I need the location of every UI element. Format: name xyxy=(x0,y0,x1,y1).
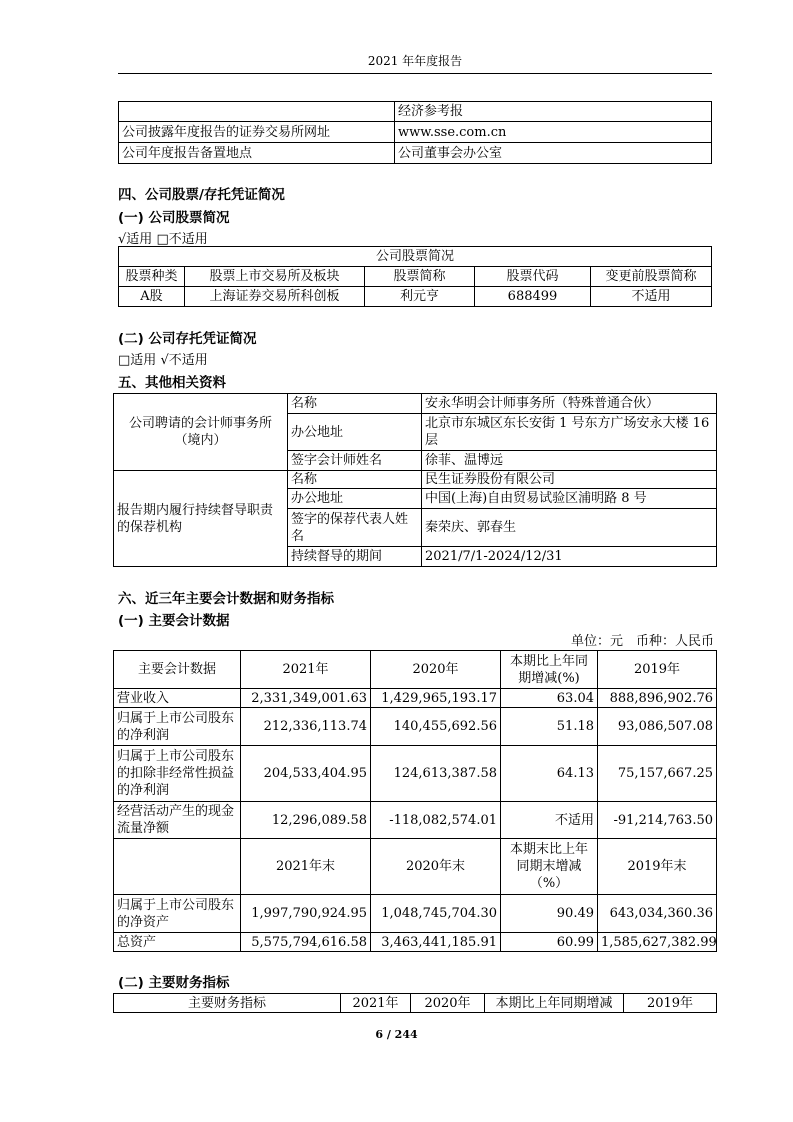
table-row xyxy=(119,143,712,164)
column-header: 变更前股票简称 xyxy=(591,267,712,287)
column-header: 主要财务指标 xyxy=(114,994,341,1013)
table-cell: 1,997,790,924.95 xyxy=(241,895,371,933)
table-row xyxy=(114,394,717,414)
table-row xyxy=(119,287,712,307)
table-cell xyxy=(119,102,395,122)
table-cell: 办公地址 xyxy=(288,489,422,509)
table-cell: 212,336,113.74 xyxy=(241,708,371,746)
table-cell: 北京市东城区东长安街 1 号东方广场安永大楼 16 层 xyxy=(422,414,717,451)
table-cell: 688499 xyxy=(475,287,591,307)
column-header: 2020年末 xyxy=(371,839,501,895)
table-row xyxy=(119,247,712,267)
section-4-title: 四、公司股票/存托凭证简况 xyxy=(118,187,285,203)
table-row xyxy=(114,708,717,746)
table-cell: www.sse.com.cn xyxy=(395,122,712,143)
column-header: 2021年末 xyxy=(241,839,371,895)
column-header: 2021年 xyxy=(341,994,411,1013)
table-cell: 90.49 xyxy=(501,895,598,933)
table-cell: 签字会计师姓名 xyxy=(288,451,422,471)
table-header-row xyxy=(119,267,712,287)
row-label: 经营活动产生的现金流量净额 xyxy=(114,802,241,839)
other-info-table xyxy=(113,393,717,567)
report-header: 2021 年年度报告 xyxy=(367,54,463,68)
company-info-table xyxy=(118,101,712,164)
section-5-title: 五、其他相关资料 xyxy=(118,375,226,391)
applicability-options-2 xyxy=(118,349,208,368)
page-number: 6 / 244 xyxy=(375,1028,418,1041)
not-applicable-label: 不适用 xyxy=(168,232,208,247)
table-cell: 204,533,404.95 xyxy=(241,746,371,802)
table-cell: 1,585,627,382.99 xyxy=(598,933,717,952)
column-header: 2021年 xyxy=(241,651,371,689)
table-cell: 上海证券交易所科创板 xyxy=(185,287,365,307)
not-applicable-label: 不适用 xyxy=(168,353,208,368)
table-cell: 徐菲、温博远 xyxy=(422,451,717,471)
table-header-row xyxy=(114,994,717,1013)
accountant-label-cell: 公司聘请的会计师事务所（境内） xyxy=(114,394,288,471)
table-row xyxy=(114,471,717,489)
checkbox-mark-icon: □ xyxy=(156,232,169,247)
table-cell: 124,613,387.58 xyxy=(371,746,501,802)
row-label: 归属于上市公司股东的扣除非经常性损益的净利润 xyxy=(114,746,241,802)
table-row xyxy=(119,122,712,143)
table-cell: 75,157,667.25 xyxy=(598,746,717,802)
applicable-label: 适用 xyxy=(130,353,157,368)
table-cell: 名称 xyxy=(288,471,422,489)
table-row xyxy=(114,933,717,952)
table-header-row xyxy=(114,651,717,689)
table-cell: 名称 xyxy=(288,394,422,414)
table-title-cell: 公司股票简况 xyxy=(119,247,712,267)
column-header: 2020年 xyxy=(371,651,501,689)
table-cell: 643,034,360.36 xyxy=(598,895,717,933)
table-cell: -91,214,763.50 xyxy=(598,802,717,839)
table-cell: 公司董事会办公室 xyxy=(395,143,712,164)
column-header: 股票代码 xyxy=(475,267,591,287)
table-cell: 5,575,794,616.58 xyxy=(241,933,371,952)
table-cell: 1,429,965,193.17 xyxy=(371,689,501,708)
table-cell: 持续督导的期间 xyxy=(288,547,422,567)
table-cell: 不适用 xyxy=(501,802,598,839)
section-6-2-title: (二) 主要财务指标 xyxy=(118,975,230,991)
table-cell: 93,086,507.08 xyxy=(598,708,717,746)
column-header: 股票上市交易所及板块 xyxy=(185,267,365,287)
accounting-data-table xyxy=(113,650,717,952)
column-header: 本期比上年同期增减(%) xyxy=(501,651,598,689)
table-header-row xyxy=(114,839,717,895)
table-cell: 140,455,692.56 xyxy=(371,708,501,746)
table-cell: 51.18 xyxy=(501,708,598,746)
section-4-2-title: (二) 公司存托凭证简况 xyxy=(118,331,257,347)
table-cell: 办公地址 xyxy=(288,414,422,451)
table-cell: 公司披露年度报告的证券交易所网址 xyxy=(119,122,395,143)
table-row xyxy=(114,689,717,708)
column-header: 股票种类 xyxy=(119,267,185,287)
section-6-1-title: (一) 主要会计数据 xyxy=(118,613,230,629)
table-cell: 64.13 xyxy=(501,746,598,802)
financial-indicators-table xyxy=(113,993,717,1013)
column-header: 本期末比上年同期末增减（%） xyxy=(501,839,598,895)
row-label: 归属于上市公司股东的净资产 xyxy=(114,895,241,933)
table-row xyxy=(114,802,717,839)
checked-mark-icon: √ xyxy=(160,353,169,368)
checkbox-mark-icon: □ xyxy=(118,353,131,368)
column-header: 2020年 xyxy=(411,994,485,1013)
column-header: 主要会计数据 xyxy=(114,651,241,689)
section-4-1-title: (一) 公司股票简况 xyxy=(118,210,230,226)
applicable-label: 适用 xyxy=(126,232,153,247)
header-rule xyxy=(118,73,712,74)
table-row xyxy=(114,746,717,802)
column-header xyxy=(114,839,241,895)
table-cell: 利元亨 xyxy=(365,287,475,307)
table-cell: 2,331,349,001.63 xyxy=(241,689,371,708)
table-cell: 3,463,441,185.91 xyxy=(371,933,501,952)
column-header: 2019年末 xyxy=(598,839,717,895)
table-cell: A股 xyxy=(119,287,185,307)
table-cell: 2021/7/1-2024/12/31 xyxy=(422,547,717,567)
column-header: 2019年 xyxy=(598,651,717,689)
table-cell: 经济参考报 xyxy=(395,102,712,122)
sponsor-label-cell: 报告期内履行持续督导职责的保荐机构 xyxy=(114,471,288,567)
section-6-title: 六、近三年主要会计数据和财务指标 xyxy=(118,591,334,607)
table-cell: 民生证券股份有限公司 xyxy=(422,471,717,489)
table-cell: 中国(上海)自由贸易试验区浦明路 8 号 xyxy=(422,489,717,509)
row-label: 总资产 xyxy=(114,933,241,952)
unit-currency-note: 单位：元 币种：人民币 xyxy=(570,634,714,649)
applicability-options-1 xyxy=(118,228,208,247)
row-label: 归属于上市公司股东的净利润 xyxy=(114,708,241,746)
table-cell: 不适用 xyxy=(591,287,712,307)
stock-summary-table xyxy=(118,246,712,307)
checked-mark-icon: √ xyxy=(118,232,127,247)
table-cell: 12,296,089.58 xyxy=(241,802,371,839)
table-cell: 安永华明会计师事务所（特殊普通合伙） xyxy=(422,394,717,414)
table-cell: 秦荣庆、郭春生 xyxy=(422,509,717,547)
table-cell: 公司年度报告备置地点 xyxy=(119,143,395,164)
table-cell: 签字的保荐代表人姓名 xyxy=(288,509,422,547)
table-cell: 63.04 xyxy=(501,689,598,708)
table-cell: 888,896,902.76 xyxy=(598,689,717,708)
table-cell: 1,048,745,704.30 xyxy=(371,895,501,933)
column-header: 2019年 xyxy=(624,994,717,1013)
row-label: 营业收入 xyxy=(114,689,241,708)
table-row xyxy=(119,102,712,122)
table-cell: -118,082,574.01 xyxy=(371,802,501,839)
table-row xyxy=(114,895,717,933)
table-cell: 60.99 xyxy=(501,933,598,952)
column-header: 股票简称 xyxy=(365,267,475,287)
column-header: 本期比上年同期增减 xyxy=(485,994,624,1013)
